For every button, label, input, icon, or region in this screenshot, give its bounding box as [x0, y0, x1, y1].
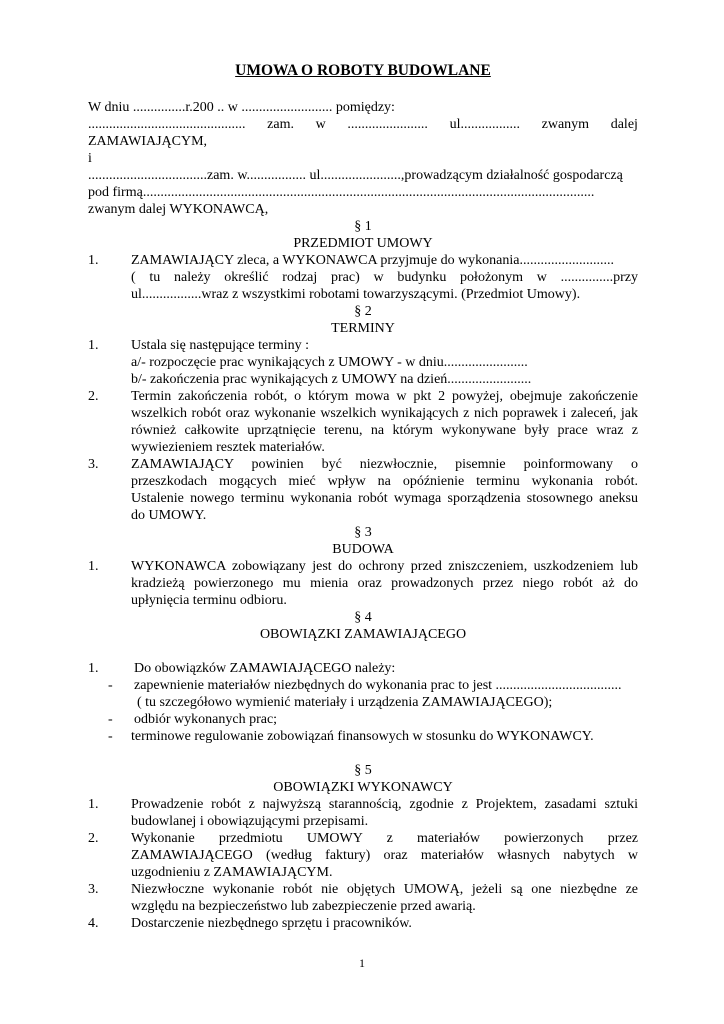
item-number: 1.	[88, 253, 99, 268]
intro-company-line: pod firmą.................................................................................................................................	[88, 185, 595, 200]
item-number: 3.	[88, 882, 99, 897]
intro-date-line: W dniu ...............r.200 .. w .......................... pomiędzy:	[88, 100, 395, 115]
bullet-text: ( tu szczegółowo wymienić materiały i urządzenia ZAMAWIAJĄCEGO);	[137, 695, 553, 710]
intro-word: .......................	[347, 117, 428, 132]
item-line: do UMOWY.	[131, 508, 207, 523]
intro-word: .............................................	[88, 117, 246, 132]
item-line: kradzieżą powierzonego mu mienia oraz prowadzonych przez niego robót aż do	[131, 576, 638, 591]
item-line: upłynięcia terminu odbioru.	[131, 593, 287, 608]
intro-party2-line: ..................................zam. w................. ul.......................,prowadzącym działalność gospodarczą	[88, 168, 623, 183]
intro-word: zam.	[267, 117, 294, 132]
intro-party1-line	[88, 116, 638, 133]
item-line: Termin zakończenia robót, o którym mowa w pkt 2 powyżej, obejmuje zakończenie	[131, 389, 638, 404]
bullet-dash: -	[108, 712, 113, 727]
intro-word: w	[315, 117, 326, 132]
item-line: Ustala się następujące terminy :	[131, 338, 310, 353]
document-title: UMOWA O ROBOTY BUDOWLANE	[235, 62, 491, 79]
item-line: ZAMAWIAJĄCEGO (według faktury) oraz materiałów własnych nabytych w	[131, 848, 638, 863]
section-heading: PRZEDMIOT UMOWY	[293, 236, 433, 251]
item-line: Do obowiązków ZAMAWIAJĄCEGO należy:	[134, 661, 396, 676]
item-number: 2.	[88, 831, 99, 846]
list-item	[88, 252, 638, 303]
item-number: 1.	[88, 661, 99, 676]
item-line: Wykonanie przedmiotu UMOWY z materiałów powierzonych przez	[131, 831, 638, 846]
item-line: Dostarczenie niezbędnego sprzętu i pracowników.	[131, 916, 412, 931]
item-line: uzgodnieniu z ZAMAWIAJĄCYM.	[131, 865, 333, 880]
item-line: b/- zakończenia prac wynikających z UMOWY na dzień........................	[131, 372, 532, 387]
item-line: budowlanej i obowiązującymi przepisami.	[131, 814, 369, 829]
bullet-dash: -	[108, 678, 113, 693]
intro-word: zwanym	[541, 117, 590, 132]
bullet-text: zapewnienie materiałów niezbędnych do wykonania prac to jest ....................................	[134, 678, 622, 693]
item-line: ZAMAWIAJĄCY powinien być niezwłocznie, pisemnie poinformowany o	[131, 457, 638, 472]
item-line: ul.................wraz z wszystkimi robotami towarzyszącymi. (Przedmiot Umowy).	[131, 287, 581, 302]
section-heading: TERMINY	[331, 321, 395, 336]
item-line: a/- rozpoczęcie prac wynikających z UMOWY - w dniu........................	[131, 355, 528, 370]
intro-ordering-party: ZAMAWIAJĄCYM,	[88, 134, 208, 149]
section-sign: § 1	[354, 219, 372, 234]
item-line: przeszkodach mogących mieć wpływ na opóźnienie terminu wykonania robót.	[131, 474, 638, 489]
section-heading: OBOWIĄZKI ZAMAWIAJĄCEGO	[259, 627, 467, 642]
section-sign: § 4	[354, 610, 372, 625]
item-line: Niezwłoczne wykonanie robót nie objętych UMOWĄ, jeżeli są one niezbędne ze	[131, 882, 638, 897]
item-number: 3.	[88, 457, 99, 472]
item-line: względu na bezpieczeństwo lub zabezpieczenie przed awarią.	[131, 899, 476, 914]
item-number: 1.	[88, 338, 99, 353]
item-line: Ustalenie nowego terminu wykonania robót wymaga sporządzenia stosownego aneksu	[131, 491, 638, 506]
bullet-dash: -	[108, 729, 113, 744]
item-line: Prowadzenie robót z najwyższą starannością, zgodnie z Projektem, zasadami sztuki	[131, 797, 638, 812]
section-sign: § 5	[354, 763, 372, 778]
page-number: 1	[359, 956, 365, 970]
intro-contractor: zwanym dalej WYKONAWCĄ,	[88, 202, 269, 217]
intro-and: i	[88, 151, 92, 166]
item-line: wszelkich robót oraz wykonanie wszelkich wynikających z nich poprawek i zaleceń, jak	[131, 406, 638, 421]
bullet-text: terminowe regulowanie zobowiązań finansowych w stosunku do WYKONAWCY.	[131, 729, 594, 744]
item-number: 1.	[88, 797, 99, 812]
item-line: wywiezieniem resztek materiałów.	[131, 440, 325, 455]
intro-word: ul.................	[449, 117, 520, 132]
section-heading: BUDOWA	[332, 542, 394, 557]
item-number: 1.	[88, 559, 99, 574]
item-line: WYKONAWCA zobowiązany jest do ochrony przed zniszczeniem, uszkodzeniem lub	[131, 559, 638, 574]
intro-word: dalej	[610, 117, 638, 132]
item-line: ZAMAWIAJĄCY zleca, a WYKONAWCA przyjmuje do wykonania...........................	[131, 253, 614, 268]
item-line: również całkowite uprzątnięcie terenu, na którym wykonywane były prace wraz z	[131, 423, 638, 438]
section-heading: OBOWIĄZKI WYKONAWCY	[273, 780, 453, 795]
item-number: 2.	[88, 389, 99, 404]
section-sign: § 3	[354, 525, 372, 540]
item-number: 4.	[88, 916, 99, 931]
section-sign: § 2	[354, 304, 372, 319]
bullet-text: odbiór wykonanych prac;	[134, 712, 278, 727]
item-line: ( tu należy określić rodzaj prac) w budynku położonym w ...............przy	[131, 270, 638, 285]
